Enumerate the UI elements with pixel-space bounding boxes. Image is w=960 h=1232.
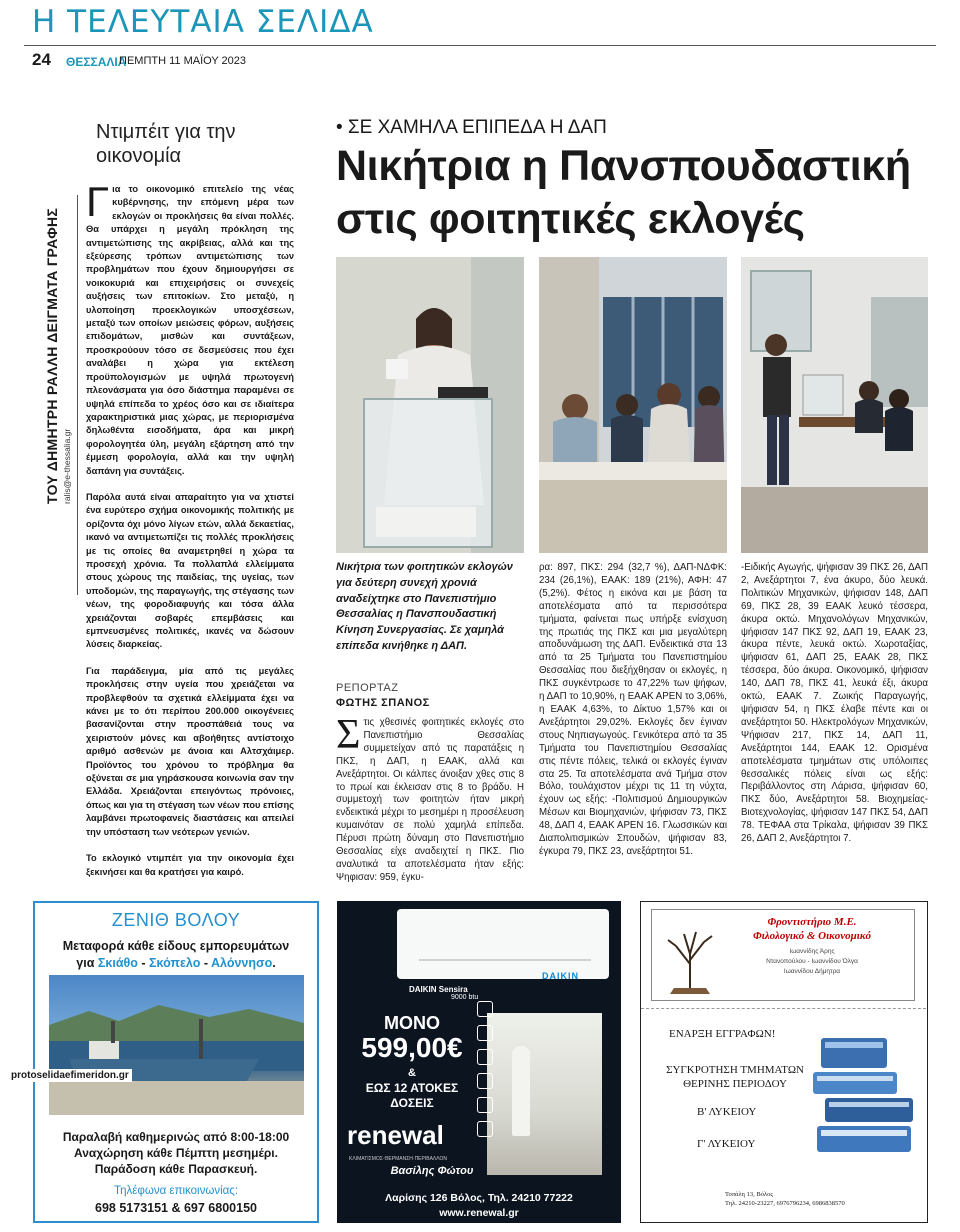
installments: ΕΩΣ 12 ΑΤΟΚΕΣ — [365, 1081, 459, 1095]
photo-ballot-table — [539, 257, 727, 553]
destination-separator: - — [203, 956, 208, 970]
section-title: Η ΤΕΛΕΥΤΑΙΑ ΣΕΛΙΔΑ — [32, 4, 374, 40]
tutor-name: Ντανοπούλου - Ιωαννίδου Όλγα — [766, 958, 858, 965]
ad-departure: Αναχώρηση κάθε Πέμπτη μεσημέρι. — [74, 1146, 278, 1160]
price-ampersand: & — [408, 1067, 416, 1079]
grade-c: Γ' ΛΥΚΕΙΟΥ — [697, 1138, 756, 1150]
article-text: Στις χθεσινές φοιτητικές εκλογές στο Πανεπιστήμιο Θεσσαλίας συμμετείχαν από τις παρατάξεις η ΠΚΣ, η ΔΑΠ, η ΕΑΑΚ, αλλά και Ανεξάρτητοι. Οι κάλπες άνοιξαν χθες στις 8 το πρωί και έκλεισαν στις 8 το βράδυ. Η συμμετοχή των φοιτητών ήταν μικρή ενδεικτικά μέχρι το μεσημέρι η προσέλευση κυμαινόταν σε πολύ χαμηλά επίπεδα. Πέρυσι πρώτη δύναμη στο Πανεπιστήμιο Θεσσαλίας είχε αναδειχτεί η ΠΚΣ. Πιο αναλυτικά τα αποτελέσματα ήταν εξής: Ψηφισαν: 959, έγκυ- — [336, 712, 524, 883]
ad-delivery: Παράδοση κάθε Παρασκευή. — [94, 1162, 258, 1176]
price: 599,00€ — [361, 1032, 463, 1063]
grade-b: Β' ΛΥΚΕΙΟΥ — [697, 1106, 757, 1118]
destinations-end: . — [272, 956, 276, 970]
destination-separator: - — [141, 956, 146, 970]
frontistirio-logo-box — [651, 909, 915, 1001]
registration-notice: ΕΝΑΡΞΗ ΕΓΓΡΑΦΩΝ! — [669, 1028, 776, 1040]
destination-alonissos: Αλόννησο — [211, 956, 273, 970]
header-rule — [24, 45, 936, 46]
ad-phone-numbers[interactable]: 698 5173151 & 697 6800150 — [95, 1201, 257, 1215]
tree-books-icon — [664, 924, 716, 996]
renewal-logo: renewal — [347, 1120, 444, 1150]
column-rubric: ΔΕΙΓΜΑΤΑ ΓΡΑΦΗΣ — [44, 207, 60, 343]
author-email[interactable]: ralis@e-thessalia.gr — [62, 428, 72, 504]
tutor-name: Ιωαννίδου Δήμητρα — [783, 968, 841, 975]
frontistirio-subject: Φιλολογικό & Οικονομικό — [753, 930, 871, 942]
reporter-name: ΦΩΤΗΣ ΣΠΑΝΟΣ — [336, 697, 430, 709]
column-paragraph: Για το οικονομικό επιτελείο της νέας κυβέρνησης, την επόμενη μέρα των εκλογών οι προκλήσεις θα είναι πολλές. Θα υπάρχει η μεγάλη πρόκληση της αντιμετώπισης της ακρίβειας, αλλά και της εξεύρεσης τρόπων αντιμετώπισης των προβλημάτων που έχουν δημιουργήσει σε νοικοκυριά και επιχειρήσεις οι συνεχείς αυξήσεις των επιτοκίων. Στο μεταξύ, η υλοποίηση προεκλογικών υποσχέσεων, μεταξύ των οποίων μειώσεις φόρων, αυξήσεις επιδομάτων, μισθών και συντάξεων, προσκρούουν τόσο σε δεσμεύσεις που έχει αναλάβει η χώρα για εκτέλεση προϋπολογισμών με υψηλά πρωτογενή πλεονάσματα για όσο διάστημα παραμένει σε υψηλά επίπεδα το χρέος όσο και σε ιδιαίτερα χαρακτηριστικά μιας χώρας, με περιορισμένα δηλωθέντα εισοδήματα, άρα και μικρή φορολογητέα ύλη, μεγάλη εξάρτηση από την έμμεση φορολογία, αλλά και την υψηλή δαπάνη για συντάξεις. — [86, 178, 294, 476]
tutor-name: Ιωαννίδης Άρης — [789, 948, 835, 955]
ac-btu: 9000 btu — [451, 994, 479, 1001]
article-text: ρα: 897, ΠΚΣ: 294 (32,7 %), ΔΑΠ-ΝΔΦΚ: 234 (26,1%), ΕΑΑΚ: 189 (21%), ΑΦΗ: 47 (5,2%). Φέτος η εικόνα και με βάση τα αποτελέσματα από τα περισσότερα τμήματα, φαίνεται πως υπήρξε ενίσχυση της πρωτιάς της ΠΚΣ και μια μεγαλύτερη αποδυνάμωση της ΔΑΠ. Ενδεικτικά στα 13 από τα 25 Τμήματα του Πανεπιστημίου Θεσσαλίας που διεξήχθησαν οι εκλογές, η ΠΚΣ συγκέντρωσε το 47,22% των ψήφων, η ΔΑΠ το 10,90%, η ΕΑΑΚ ΑΡΕΝ το 3,06%, η ΕΑΑΚ 4,63%, το Δίκτυο 1,57% και οι Ανεξάρτητοι 29,02%. Εκλογές δεν έγιναν στους Νηπιαγωγούς. Γενικότερα από τα 35 Τμήματα του Πανεπιστημίου Θεσσαλίας στις πέντε πόλεις, τελικά οι εκλογές έγιναν στα 25. Τα αποτελέσματα ανά Τμήμα στον Βόλο, τουλάχιστον μέχρι τις 11 τη νύχτα, έχουν ως εξής: -Πολιτισμού Δημιουργικών Μέσων και Βιομηχανιών, ψήφισαν 73, ΠΚΣ 48, ΔΑΠ 4, ΕΑΑΚ ΑΡΕΝ 16. Γλωσσικών και Διαπολιτισμικών Σπουδών, ψήφισαν 83, έγκυρα 79, ΠΚΣ 23, ανεξάρτητοι 51. — [539, 562, 727, 857]
ad-zenith-volou[interactable] — [33, 901, 319, 1223]
paper-name: ΘΕΣΣΑΛΙΑ — [66, 55, 127, 69]
headline-line: Νικήτρια η Πανσπουδαστική — [336, 142, 911, 190]
photo-student-voting — [336, 257, 524, 553]
column-title: Ντιμπέιτ για την οικονομία — [96, 121, 236, 167]
source-watermark: protoselidaefimeridon.gr — [8, 1069, 132, 1082]
ad-address: Τοπάλη 13, Βόλος — [725, 1191, 773, 1198]
destination-skiathos: Σκιάθο — [97, 956, 138, 970]
column-body — [86, 178, 294, 892]
renewal-logo-tagline: ΚΛΙΜΑΤΙΣΜΟΣ·ΘΕΡΜΑΝΣΗ·ΠΕΡΙΒΑΛΛΟΝ — [349, 1156, 447, 1162]
summer-classes: ΘΕΡΙΝΗΣ ΠΕΡΙΟΔΟΥ — [683, 1078, 787, 1090]
ad-phone-label: Τηλέφωνα επικοινωνίας: — [113, 1185, 239, 1197]
ad-title: ΖΕΝΙΘ ΒΟΛΟΥ — [111, 910, 241, 930]
ac-model: DAIKIN Sensira — [409, 985, 468, 994]
page-number: 24 — [32, 50, 51, 69]
ad-destinations — [35, 956, 317, 970]
air-conditioner-unit — [397, 909, 609, 979]
destinations-prefix: για — [76, 956, 95, 970]
ad-pickup-hours: Παραλαβή καθημερινώς από 8:00-18:00 — [62, 1130, 290, 1144]
feature-icon — [477, 1121, 493, 1137]
article-column-3 — [741, 562, 928, 846]
headline-line: στις φοιτητικές εκλογές — [336, 195, 805, 243]
owner-name: Βασίλης Φώτου — [390, 1165, 474, 1177]
ad-frontistirio[interactable] — [640, 901, 928, 1223]
ad-website[interactable]: www.renewal.gr — [439, 1207, 519, 1219]
ad-tagline: Μεταφορά κάθε είδους εμπορευμάτων — [62, 939, 290, 953]
column-paragraph: Το εκλογικό ντιμπέιτ για την οικονομία έχει ξεκινήσει και θα κρατήσει για καιρό. — [86, 853, 294, 877]
column-paragraph: Για παράδειγμα, μία από τις μεγάλες προκλήσεις στην υγεία που χρειάζεται να προβλεφθούν τα σχετικά ελλείμματα έχει να κάνει με το ότι περίπου 200.000 οικογένειες βασανίζονται στην προσπάθειά τους να χειριστούν μόνες και αβοήθητες αντίστοιχο αριθμό ασθενών με άνοια και Αλτσχάιμερ. Προϊόντος του χρόνου το πρόβλημα θα οξύνεται σε μια γηράσκουσα κοινωνία σαν την Ελλάδα. Χρειάζονται επειγόντως πρόνοιες, όπως και για τη στέγαση των νέων που επίσης λαμβάνει πρωτοφανείς διαστάσεις και απειλεί την υπόσταση των νεότερων γενιών. — [86, 665, 294, 837]
article-kicker: • ΣΕ ΧΑΜΗΛΑ ΕΠΙΠΕΔΑ Η ΔΑΠ — [336, 117, 607, 138]
issue-date: ΠΕΜΠΤΗ 11 ΜΑΪΟΥ 2023 — [119, 55, 247, 67]
ship-icon — [49, 975, 304, 1115]
room-photo — [487, 1013, 602, 1175]
photo-polling-room — [741, 257, 928, 553]
destination-skopelos: Σκόπελο — [149, 956, 201, 970]
photo-table-illustration — [539, 257, 727, 553]
article-headline — [336, 140, 936, 246]
article-column-2 — [539, 562, 727, 859]
summer-classes: ΣΥΓΚΡΟΤΗΣΗ ΤΜΗΜΑΤΩΝ — [666, 1064, 804, 1076]
column-paragraph: Παρόλα αυτά είναι απαραίτητο για να χτιστεί ένα ευρύτερο σχήμα οικονομικής πολιτικής με ορίζοντα όχι μόνο λίγων ετών, αλλά δεκαετίας, ικανό να αντιμετωπίζει τις πολλές προκλήσεις με τις οποίες θα αναμετρηθεί η χώρα τα προσεχή χρόνια. Τα πολλαπλά ελλείμματα στους χώρους της παιδείας, της υγείας, των υποδομών, της παραγωγής, της στέγασης των νέων, της φοροδιαφυγής και τόσα άλλα χρειάζονται σοβαρές επεμβάσεις και εμπνευσμένες πολιτικές, ικανές να δώσουν λύσεις διαρκείας. — [86, 491, 294, 650]
ac-vent — [419, 959, 591, 961]
article-column-1 — [336, 712, 524, 885]
frontistirio-name: Φροντιστήριο Μ.Ε. — [767, 916, 857, 928]
books-stack-icon — [811, 1038, 917, 1158]
cargo-ship-photo — [49, 975, 304, 1115]
installments: ΔΟΣΕΙΣ — [390, 1096, 434, 1110]
author-name: ΤΟΥ ΔΗΜΗΤΡΗ ΡΑΛΛΗ — [44, 346, 60, 504]
ad-renewal[interactable] — [337, 901, 621, 1223]
article-text: -Ειδικής Αγωγής, ψήφισαν 39 ΠΚΣ 26, ΔΑΠ 2, Ανεξάρτητοι 7, ένα άκυρο, δύο λευκά. Πολιτικών Μηχανικών, ψήφισαν 148, ΔΑΠ 69, ΠΚΣ 28, 39 ΕΑΑΚ λευκό τέσσερα, άκυρα οκτώ. Μηχανολόγων Μηχανικών, ψήφισαν 147 ΠΚΣ 92, ΔΑΠ 19, ΕΑΑΚ 23, άκυρα πέντε, λευκά οκτώ. Χωροταξίας, ψήφισαν 61, ΔΑΠ 25, ΕΑΑΚ 28, ΠΚΣ τέσσερα, δύο άκυρα. Οικονομικό, ψήφισαν 140, ΔΑΠ 78, ΠΚΣ 41, λευκά έξι, άκυρα οκτώ, ΕΑΑΚ 7. Ζωικής Παραγωγής, ψήφισαν 54, η ΠΚΣ έλαβε πέντε και οι ανεξάρτητοι 50. Ηλεκτρολόγων Μηχανικών, Ψήφισαν 217, ΠΚΣ 14, ΔΑΠ 11, Ανεξάρτητοι 144, ΕΑΑΚ 12. Ορισμένα αποτελέσματα τμημάτων στις υπόλοιπες θεσσαλικές πόλεις είναι ως εξής: Περιβάλλοντος στη Λάρισα, ψήφισαν 60, ΠΚΣ δύο, Ανεξάρτητοι 58. Βιοχημείας-Βιοτεχνολογίας, ψήφισαν 147 ΠΚΣ 54, ΔΑΠ 78. ΤΕΦΑΑ στα Τρίκαλα, ψήφισαν 39 ΠΚΣ 26, ΔΑΠ 2, Ανεξάρτητοι 7. — [741, 562, 928, 845]
ad-address: Λαρίσης 126 Βόλος, Τηλ. 24210 77222 — [385, 1192, 573, 1204]
photo-room-illustration — [741, 257, 928, 553]
daikin-logo: DAIKIN — [542, 971, 579, 981]
ad-phone-numbers[interactable]: Τηλ. 24210-23227, 6976796234, 6986838570 — [725, 1200, 845, 1207]
ad-divider — [641, 1008, 926, 1009]
price-prefix: ΜΟΝΟ — [384, 1013, 440, 1033]
photo-voting-illustration — [336, 257, 524, 553]
reportage-label: ΡΕΠΟΡΤΑΖ — [336, 682, 399, 694]
photo-caption: Νικήτρια των φοιτητικών εκλογών για δεύτερη συνεχή χρονιά αναδείχτηκε στο Πανεπιστήμιο Θεσσαλίας η Πανσπουδαστική Κίνηση Συνεργασίας. Σε χαμηλά επίπεδα κινήθηκε η ΔΑΠ. — [336, 561, 513, 652]
column-byline — [44, 204, 72, 504]
person-figure — [512, 1046, 530, 1136]
column-side-rule — [77, 195, 78, 595]
